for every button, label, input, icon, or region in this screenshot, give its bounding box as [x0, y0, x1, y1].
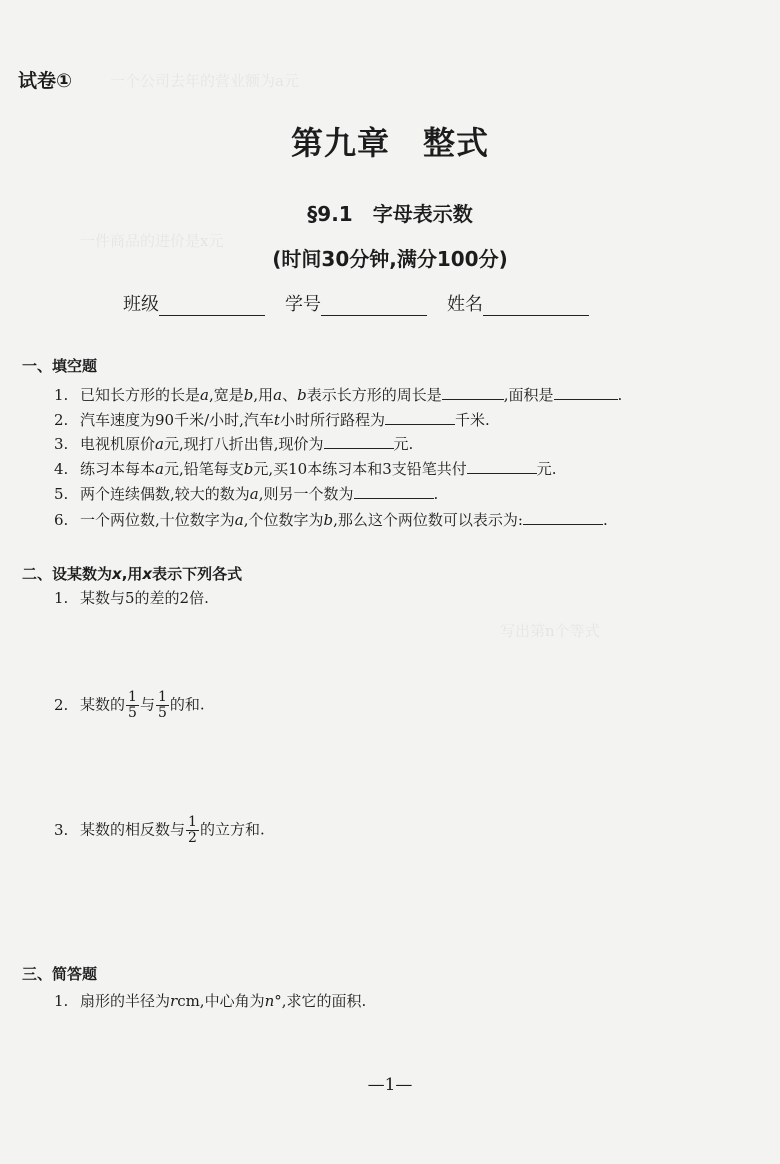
chapter-title: 第九章 整式 — [290, 124, 489, 162]
question-2-2: 2. 某数的 $\frac{1}{5}$ 与 $\frac{1}{5}$ 的和. — [54, 689, 205, 721]
id-label: 学号 — [285, 294, 321, 315]
part1-heading: 一、填空题 — [22, 357, 98, 375]
student-info — [123, 290, 589, 316]
bleed-through: 写出第n个等式 — [500, 622, 600, 640]
id-field[interactable] — [285, 290, 427, 316]
time-info: (时间30分钟,满分100分) — [272, 247, 508, 271]
class-blank[interactable] — [159, 297, 265, 316]
question-1-3: 3. 电视机原价a元,现打八折出售,现价为 元. — [54, 435, 414, 453]
answer-blank[interactable] — [554, 385, 618, 400]
part2-heading: 二、设某数为x,用x表示下列各式 — [22, 565, 243, 583]
section-title: §9.1 字母表示数 — [307, 202, 473, 226]
question-1-5: 5. 两个连续偶数,较大的数为a,则另一个数为 . — [54, 485, 439, 503]
question-1-1: 1. 已知长方形的长是a,宽是b,用a、b表示长方形的周长是 ,面积是 . — [54, 386, 623, 404]
class-field[interactable] — [123, 290, 265, 316]
part3-heading: 三、简答题 — [22, 965, 98, 983]
answer-blank[interactable] — [354, 484, 434, 499]
answer-blank[interactable] — [442, 385, 504, 400]
name-label: 姓名 — [447, 294, 483, 315]
question-3-1: 1. 扇形的半径为rcm,中心角为n°,求它的面积. — [54, 992, 367, 1010]
question-2-3: 3. 某数的相反数与 $\frac{1}{2}$ 的立方和. — [54, 814, 265, 846]
answer-blank[interactable] — [523, 510, 603, 525]
question-1-6: 6. 一个两位数,十位数字为a,个位数字为b,那么这个两位数可以表示为: . — [54, 511, 608, 529]
fraction: $\frac{1}{2}$ — [188, 814, 197, 846]
answer-blank[interactable] — [467, 459, 537, 474]
exam-label: 试卷① — [18, 70, 73, 92]
bleed-through: 一件商品的进价是x元 — [80, 232, 224, 250]
answer-blank[interactable] — [324, 434, 394, 449]
answer-blank[interactable] — [385, 410, 455, 425]
question-2-1: 1. 某数与5的差的2倍. — [54, 589, 209, 607]
class-label: 班级 — [123, 294, 159, 315]
bleed-through: 一个公司去年的营业额为a元 — [110, 72, 299, 90]
id-blank[interactable] — [321, 297, 427, 316]
fraction: $\frac{1}{5}$ — [128, 689, 137, 721]
name-blank[interactable] — [483, 297, 589, 316]
fraction: $\frac{1}{5}$ — [157, 689, 167, 721]
question-1-2: 2. 汽车速度为90千米/小时,汽车t小时所行路程为 千米. — [54, 411, 490, 429]
question-1-4: 4. 练习本每本a元,铅笔每支b元,买10本练习本和3支铅笔共付 元. — [54, 460, 557, 478]
page-number: —1— — [367, 1075, 413, 1095]
name-field[interactable] — [447, 290, 589, 316]
